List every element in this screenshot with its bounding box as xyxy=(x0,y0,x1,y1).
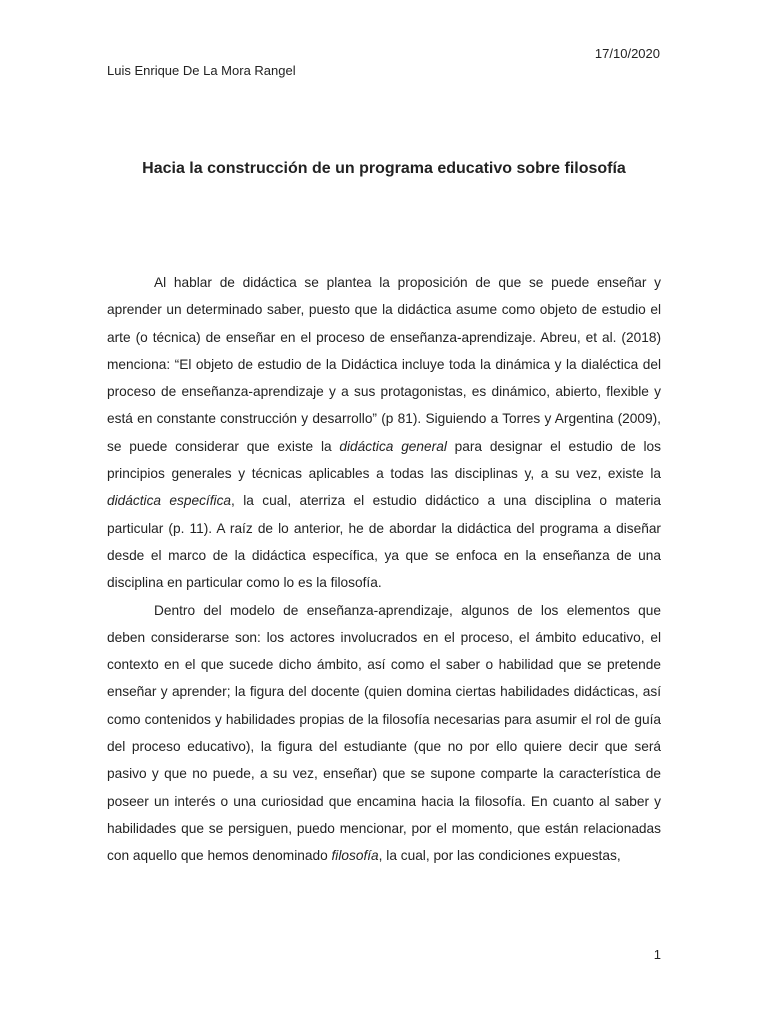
italic-term: didáctica general xyxy=(339,438,447,454)
document-body xyxy=(107,269,661,870)
page-number: 1 xyxy=(653,947,661,962)
paragraph-text: para designar el estudio de los principios generales y técnicas aplicables a todas las disciplinas y, a su vez, existe la xyxy=(107,438,661,482)
paragraph-text: Dentro del modelo de enseñanza-aprendizaje, algunos de los elementos que deben considerarse son: los actores involucrados en el proceso, el ámbito educativo, el contexto en el que sucede dicho ámbito, así como el saber o habilidad que se pretende enseñar y aprender; la figura del docente (quien domina ciertas habilidades didácticas, así como contenidos y habilidades propias de la filosofía necesarias para asumir el rol de guía del proceso educativo), la figura del estudiante (que no por ello quiere decir que será pasivo y que no puede, a su vez, enseñar) que se supone comparte la característica de poseer un interés o una curiosidad que encamina hacia la filosofía. En cuanto al saber y habilidades que se persiguen, puedo mencionar, por el momento, que están relacionadas con aquello que hemos denominado xyxy=(107,602,661,864)
document-title: Hacia la construcción de un programa educativo sobre filosofía xyxy=(142,160,626,177)
paragraph-text: , la cual, por las condiciones expuestas, xyxy=(378,848,621,864)
date-header: 17/10/2020 xyxy=(594,46,660,61)
paragraph-text: , la cual, aterriza el estudio didáctico a una disciplina o materia particular (p. 11). A raíz de lo anterior, he de abordar la didáctica del programa a diseñar desde el marco de la didáctica específica, ya que se enfoca en la enseñanza de una disciplina en particular como lo es la filosofía. xyxy=(107,493,662,591)
author-name: Luis Enrique De La Mora Rangel xyxy=(107,63,296,78)
body-paragraph xyxy=(107,269,661,597)
paragraph-text: Al hablar de didáctica se plantea la proposición de que se puede enseñar y aprender un determinado saber, puesto que la didáctica asume como objeto de estudio el arte (o técnica) de enseñar en el proceso de enseñanza-aprendizaje. Abreu, et al. (2018) menciona: “El objeto de estudio de la Didáctica incluye toda la dinámica y la dialéctica del proceso de enseñanza-aprendizaje y a sus protagonistas, es dinámico, abierto, flexible y está en constante construcción y desarrollo” (p 81). Siguiendo a Torres y Argentina (2009), se puede considerar que existe la xyxy=(107,275,661,454)
italic-term: didáctica específica xyxy=(107,493,232,509)
italic-term: filosofía xyxy=(331,848,379,864)
body-paragraph xyxy=(107,597,661,870)
